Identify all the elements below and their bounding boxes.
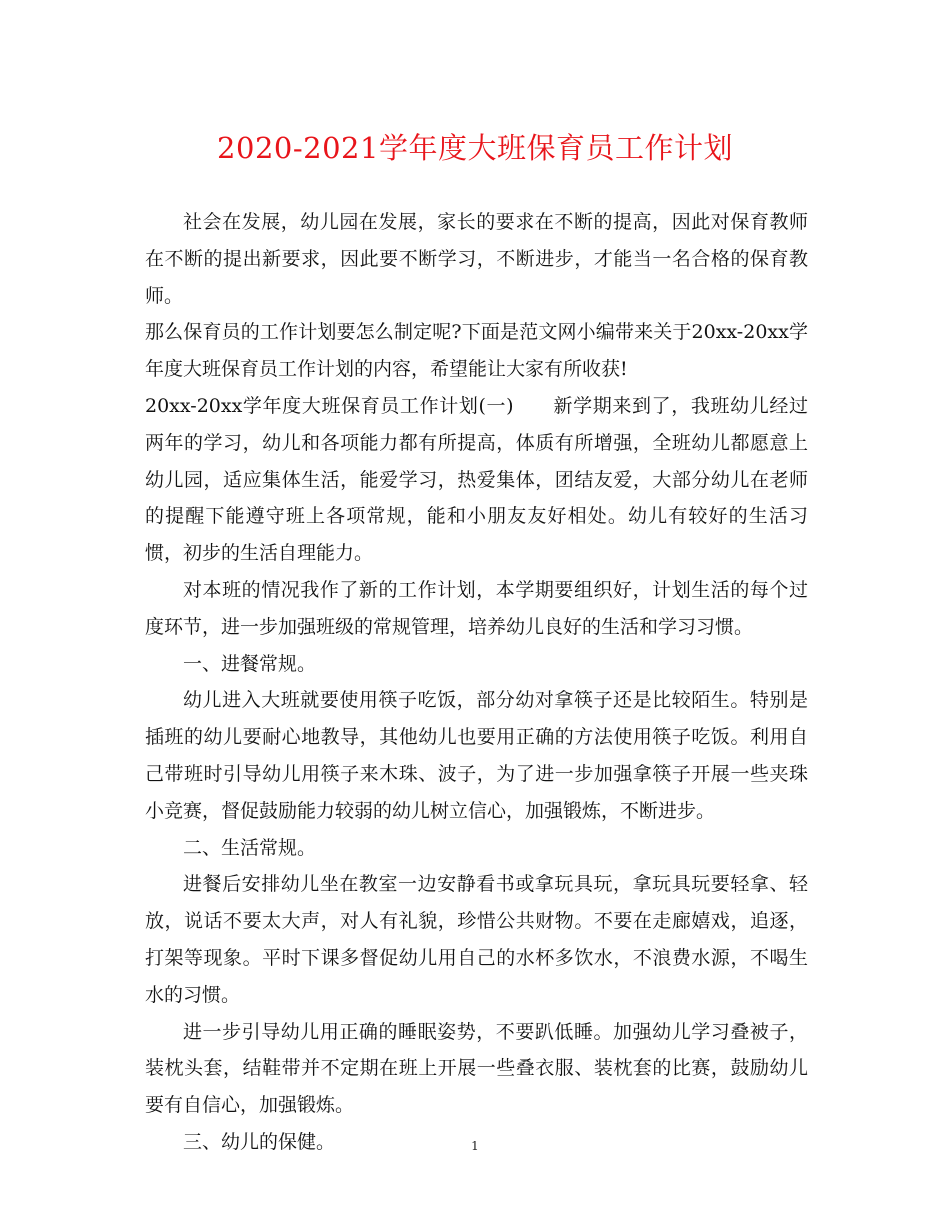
paragraph-intro: 社会在发展，幼儿园在发展，家长的要求在不断的提高，因此对保育教师在不断的提出新要求，因此要不断学习，不断进步，才能当一名合格的保育教师。	[145, 211, 808, 307]
paragraph-class-plan: 对本班的情况我作了新的工作计划，本学期要组织好，计划生活的每个过度环节，进一步加强班级的常规管理，培养幼儿良好的生活和学习习惯。	[145, 578, 808, 638]
page-number: 1	[471, 1139, 479, 1153]
paragraph-meal-routine: 幼儿进入大班就要使用筷子吃饭，部分幼对拿筷子还是比较陌生。特别是插班的幼儿要耐心地教导，其他幼儿也要用正确的方法使用筷子吃饭。利用自己带班时引导幼儿用筷子来木珠、波子，为了进一步加强拿筷子开展一些夹珠小竞赛，督促鼓励能力较弱的幼儿树立信心，加强锻炼，不断进步。	[145, 689, 808, 822]
paragraph-lead-in: 那么保育员的工作计划要怎么制定呢?下面是范文网小编带来关于20xx-20xx学年度大班保育员工作计划的内容，希望能让大家有所收获!	[145, 321, 808, 381]
heading-life-routine: 二、生活常规。	[183, 836, 317, 859]
document-title: 2020-2021学年度大班保育员工作计划	[217, 131, 733, 165]
paragraph-life-routine: 进餐后安排幼儿坐在教室一边安静看书或拿玩具玩，拿玩具玩要轻拿、轻放，说话不要太大声，对人有礼貌，珍惜公共财物。不要在走廊嬉戏，追逐，打架等现象。平时下课多督促幼儿用自己的水杯多饮水，不浪费水源，不喝生水的习惯。	[145, 873, 808, 1006]
heading-health-care: 三、幼儿的保健。	[183, 1130, 336, 1153]
document-body	[145, 204, 808, 1161]
paragraph-plan-one: 20xx-20xx学年度大班保育员工作计划(一) 新学期来到了，我班幼儿经过两年的学习，幼儿和各项能力都有所提高，体质有所增强，全班幼儿都愿意上幼儿园，适应集体生活，能爱学习，热爱集体，团结友爱，大部分幼儿在老师的提醒下能遵守班上各项常规，能和小朋友友好相处。幼儿有较好的生活习惯，初步的生活自理能力。	[145, 394, 808, 565]
paragraph-sleep-routine: 进一步引导幼儿用正确的睡眠姿势，不要趴低睡。加强幼儿学习叠被子，装枕头套，结鞋带并不定期在班上开展一些叠衣服、装枕套的比赛，鼓励幼儿要有自信心，加强锻炼。	[145, 1020, 808, 1117]
heading-meal-routine: 一、进餐常规。	[183, 652, 317, 675]
